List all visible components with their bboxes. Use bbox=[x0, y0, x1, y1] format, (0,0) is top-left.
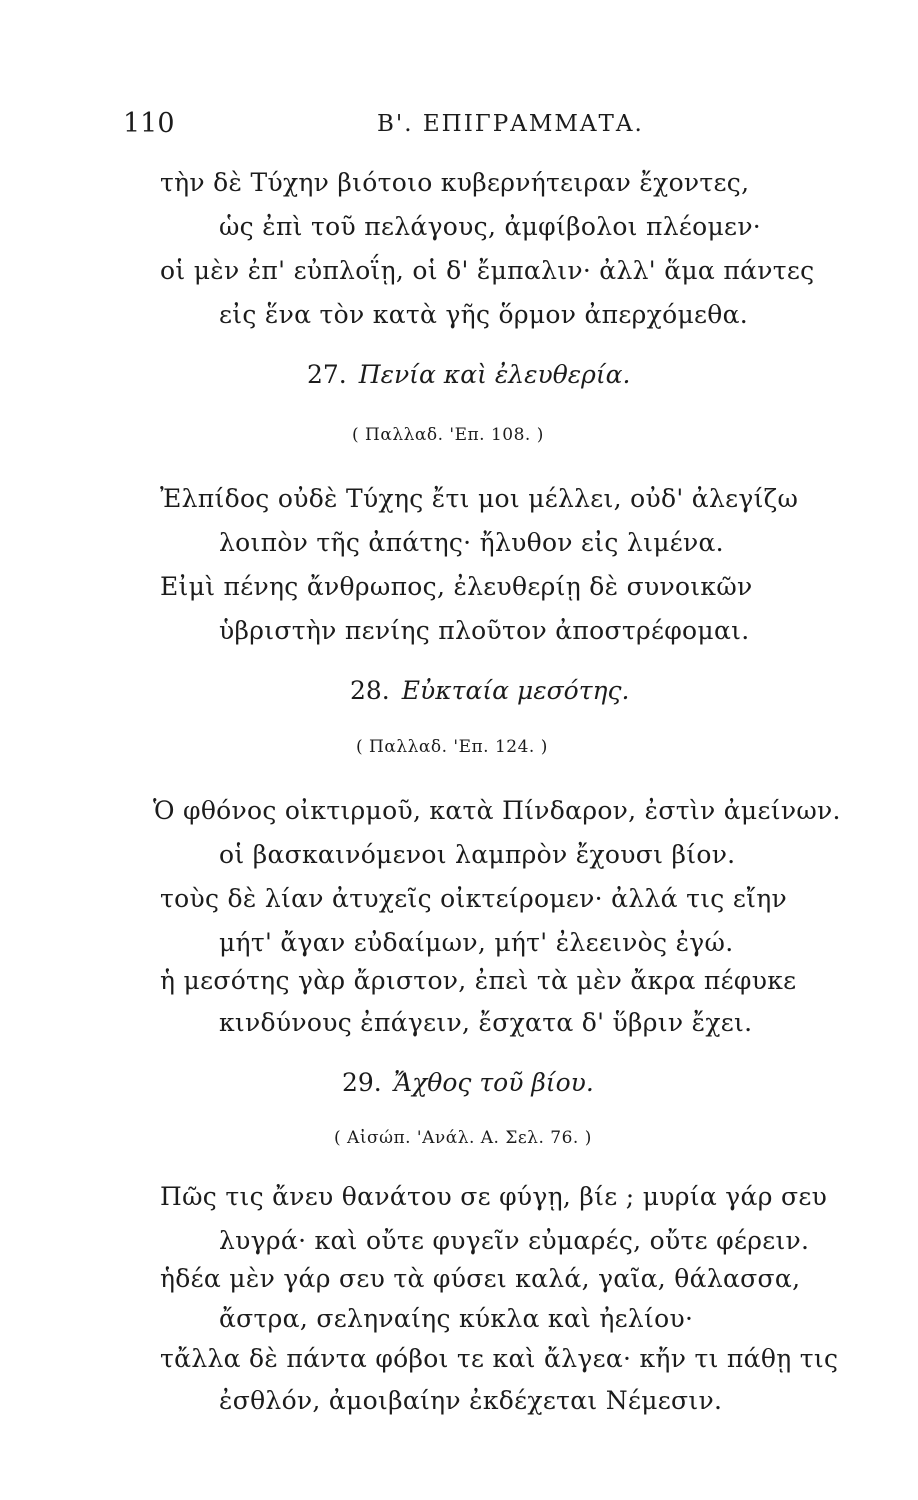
epigram-source: ( Αἰσώπ. 'Ανάλ. Α. Σελ. 76. ) bbox=[334, 1128, 592, 1148]
verse-line: Εἰμὶ πένης ἄνθρωπος, ἐλευθερίῃ δὲ συνοικῶν bbox=[160, 572, 753, 601]
verse-line: οἱ βασκαινόμενοι λαμπρὸν ἔχουσι βίον. bbox=[219, 840, 736, 869]
verse-line: ὡς ἐπὶ τοῦ πελάγους, ἀμφίβολοι πλέομεν· bbox=[219, 212, 762, 241]
verse-line: οἱ μὲν ἐπ' εὐπλοΐῃ, οἱ δ' ἔμπαλιν· ἀλλ' ἅμα πάντες bbox=[160, 256, 815, 285]
verse-line: μήτ' ἄγαν εὐδαίμων, μήτ' ἐλεεινὸς ἐγώ. bbox=[219, 928, 734, 957]
verse-line: λυγρά· καὶ οὔτε φυγεῖν εὐμαρές, οὔτε φέρειν. bbox=[219, 1226, 810, 1255]
verse-line: ἡδέα μὲν γάρ σευ τὰ φύσει καλά, γαῖα, θάλασσα, bbox=[160, 1264, 801, 1293]
verse-line: τἄλλα δὲ πάντα φόβοι τε καὶ ἄλγεα· κἤν τι πάθῃ τις bbox=[160, 1344, 839, 1373]
epigram-name: Ἄχθος τοῦ βίου. bbox=[393, 1068, 594, 1097]
epigram-title bbox=[350, 676, 630, 705]
verse-line: ὑβριστὴν πενίης πλοῦτον ἀποστρέφομαι. bbox=[219, 616, 750, 645]
epigram-number: 29. bbox=[342, 1068, 382, 1097]
verse-line: τὴν δὲ Τύχην βιότοιο κυβερνήτειραν ἔχοντες, bbox=[160, 168, 750, 197]
epigram-source: ( Παλλαδ. 'Επ. 124. ) bbox=[356, 737, 548, 757]
verse-line: τοὺς δὲ λίαν ἀτυχεῖς οἰκτείρομεν· ἀλλά τις εἴην bbox=[160, 884, 787, 913]
verse-line: λοιπὸν τῆς ἀπάτης· ἤλυθον εἰς λιμένα. bbox=[219, 528, 724, 557]
epigram-title bbox=[307, 360, 631, 389]
running-title: Β'. ΕΠΙΓΡΑΜΜΑΤΑ. bbox=[377, 111, 644, 137]
epigram-number: 28. bbox=[350, 676, 390, 705]
epigram-title bbox=[342, 1068, 594, 1097]
verse-line: ἐσθλόν, ἀμοιβαίην ἐκδέχεται Νέμεσιν. bbox=[219, 1386, 723, 1415]
epigram-name: Πενία καὶ ἐλευθερία. bbox=[358, 360, 631, 389]
epigram-number: 27. bbox=[307, 360, 347, 389]
verse-line: ἄστρα, σεληναίης κύκλα καὶ ἠελίου· bbox=[219, 1304, 694, 1333]
epigram-name: Εὐκταία μεσότης. bbox=[401, 676, 630, 705]
verse-line: Πῶς τις ἄνευ θανάτου σε φύγῃ, βίε ; μυρία γάρ σευ bbox=[160, 1182, 828, 1211]
verse-line: ἡ μεσότης γὰρ ἄριστον, ἐπεὶ τὰ μὲν ἄκρα πέφυκε bbox=[160, 966, 797, 995]
verse-line: εἰς ἕνα τὸν κατὰ γῆς ὅρμον ἀπερχόμεθα. bbox=[219, 300, 749, 329]
verse-line: κινδύνους ἐπάγειν, ἔσχατα δ' ὕβριν ἔχει. bbox=[219, 1008, 753, 1037]
epigram-source: ( Παλλαδ. 'Επ. 108. ) bbox=[352, 425, 544, 445]
verse-line: Ἐλπίδος οὐδὲ Τύχης ἔτι μοι μέλλει, οὐδ' ἀλεγίζω bbox=[160, 484, 799, 513]
page-number: 110 bbox=[123, 108, 175, 139]
verse-line: Ὁ φθόνος οἰκτιρμοῦ, κατὰ Πίνδαρον, ἐστὶν ἀμείνων. bbox=[153, 796, 841, 825]
